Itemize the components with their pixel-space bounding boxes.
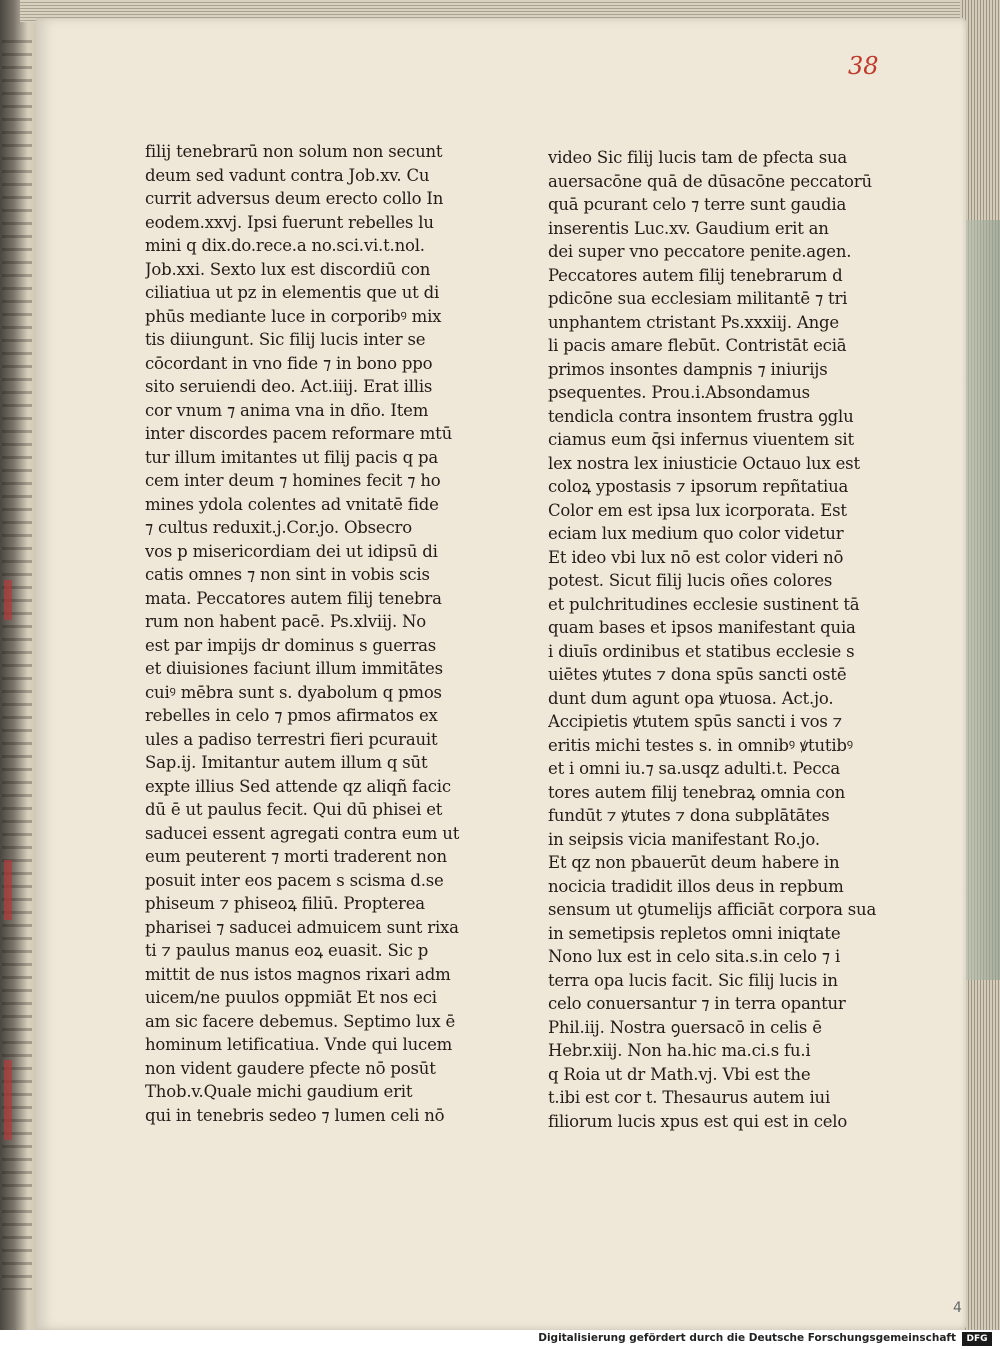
text-line: saducei essent agregati contra eum ut <box>145 823 460 843</box>
text-line: mittit de nus istos magnos rixari adm <box>145 964 451 984</box>
text-line: terra opa lucis facit. Sic filij lucis in <box>548 970 838 990</box>
text-line: expte illius Sed attende qz aliqñ facic <box>145 776 451 796</box>
text-line: et i omni iu.⁊ sa.usqz adulti.t. Pecca <box>548 759 841 778</box>
text-line: ciliatiua ut pz in elementis que ut di <box>145 283 440 302</box>
text-line: sensum ut ꝯtumelijs afficiāt corpora sua <box>548 900 877 919</box>
text-line: pharisei ⁊ saducei admuicem sunt rixa <box>145 917 459 937</box>
text-line: Job.xxi. Sexto lux est discordiū con <box>145 259 431 279</box>
text-line: catis omnes ⁊ non sint in vobis scis <box>145 565 430 584</box>
text-line: Color em est ipsa lux icorporata. Est <box>548 500 847 520</box>
text-line: eciam lux medium quo color videtur <box>548 524 844 543</box>
text-line: Peccatores autem filij tenebrarum d <box>548 265 843 285</box>
text-line: uiētes ꝟtutes ⁊ dona spūs sancti ostē <box>548 665 847 684</box>
text-line: video Sic filij lucis tam de pfecta sua <box>548 148 848 167</box>
text-line: auersacōne quā de dūsacōne peccatorū <box>548 171 872 191</box>
text-line: tur illum imitantes ut filij pacis q pa <box>145 447 438 467</box>
text-line: inserentis Luc.xv. Gaudium erit an <box>548 218 829 238</box>
text-line: am sic facere debemus. Septimo lux ē <box>145 1011 456 1031</box>
text-line: et pulchritudines ecclesie sustinent tā <box>548 594 860 614</box>
text-line: ules a padiso terrestri fieri pcurauit <box>145 729 438 749</box>
text-line: ti ⁊ paulus manus eoꝝ euasit. Sic p <box>145 941 429 960</box>
text-line: psequentes. Prou.i.Absondamus <box>548 383 810 402</box>
left-text-column <box>145 140 475 1127</box>
text-line: quam bases et ipsos manifestant quia <box>548 618 856 637</box>
text-line: cuiꝰ mēbra sunt s. dyabolum q pmos <box>145 682 442 702</box>
text-line: Hebr.xiij. Non ha.hic ma.ci.s fu.i <box>548 1041 811 1060</box>
text-line: Et qz non pbauerūt deum habere in <box>548 853 840 872</box>
text-line: dei super vno peccatore penite.agen. <box>548 242 852 261</box>
text-line: qui in tenebris sedeo ⁊ lumen celi nō <box>145 1105 445 1125</box>
text-line: dunt dum agunt opa ꝟtuosa. Act.jo. <box>548 688 834 708</box>
text-line: filij tenebrarū non solum non secunt <box>145 142 443 161</box>
text-line: tendicla contra insontem frustra ꝯglu <box>548 406 854 426</box>
text-line: hominum letificatiua. Vnde qui lucem <box>145 1035 453 1054</box>
text-line: li pacis amare flebūt. Contristāt eciā <box>548 336 847 355</box>
previous-page-rubric-mark <box>4 580 12 620</box>
text-line: sito seruiendi deo. Act.iiij. Erat illis <box>145 377 433 396</box>
text-line: coloꝝ ypostasis ⁊ ipsorum repñtatiua <box>548 477 849 496</box>
text-line: deum sed vadunt contra Job.xv. Cu <box>145 165 430 185</box>
text-line: lex nostra lex iniusticie Octauo lux est <box>548 453 860 473</box>
text-line: vos p misericordiam dei ut idipsū di <box>145 541 438 561</box>
text-line: inter discordes pacem reformare mtū <box>145 424 452 443</box>
text-line: tores autem filij tenebraꝝ omnia con <box>548 782 846 802</box>
text-line: mines ydola colentes ad vnitatē fide <box>145 494 439 514</box>
text-line: Et ideo vbi lux nō est color videri nō <box>548 547 844 567</box>
text-line: ⁊ cultus reduxit.j.Cor.jo. Obsecro <box>145 518 412 537</box>
text-line: phūs mediante luce in corporibꝰ mix <box>145 306 442 326</box>
folio-number: 38 <box>848 52 879 80</box>
text-line: i diuīs ordinibus et statibus ecclesie s <box>548 641 855 661</box>
text-line: uicem/ne puulos oppmiāt Et nos eci <box>145 988 437 1007</box>
text-line: rum non habent pacē. Ps.xlviij. No <box>145 612 427 631</box>
text-line: Nono lux est in celo sita.s.in celo ⁊ i <box>548 947 841 966</box>
text-line: Sap.ij. Imitantur autem illum q sūt <box>145 753 428 772</box>
text-line: cōcordant in vno fide ⁊ in bono ppo <box>145 353 433 373</box>
text-line: primos insontes dampnis ⁊ iniurijs <box>548 359 828 379</box>
footer-credit: Digitalisierung gefördert durch die Deutsche Forschungsgemeinschaft <box>538 1332 956 1344</box>
dfg-logo: DFG <box>962 1332 992 1346</box>
text-line: dū ē ut paulus fecit. Qui dū phisei et <box>145 800 443 819</box>
text-line: posuit inter eos pacem s scisma d.se <box>145 870 444 890</box>
text-line: est par impijs dr dominus s guerras <box>145 635 437 655</box>
text-line: potest. Sicut filij lucis oñes colores <box>548 571 833 590</box>
text-line: mini q dix.do.rece.a no.sci.vi.t.nol. <box>145 236 425 255</box>
text-line: eritis michi testes s. in omnibꝰ ꝟtutibꝰ <box>548 735 853 755</box>
text-line: phiseum ⁊ phiseoꝝ filiū. Propterea <box>145 894 425 913</box>
text-line: ciamus eum q̄si infernus viuentem sit <box>548 430 854 449</box>
text-line: tis diiungunt. Sic filij lucis inter se <box>145 330 426 349</box>
text-line: rebelles in celo ⁊ pmos afirmatos ex <box>145 706 438 725</box>
previous-page-rubric-mark <box>4 1060 12 1140</box>
right-text-column <box>548 146 878 1133</box>
text-line: q Roia ut dr Math.vj. Vbi est the <box>548 1064 811 1084</box>
text-line: Thob.v.Quale michi gaudium erit <box>145 1082 413 1101</box>
text-line: mata. Peccatores autem filij tenebra <box>145 588 442 608</box>
green-edge-stain <box>964 220 1000 980</box>
text-line: eodem.xxvj. Ipsi fuerunt rebelles lu <box>145 212 434 232</box>
text-line: et diuisiones faciunt illum immitātes <box>145 659 443 678</box>
text-line: unphantem ctristant Ps.xxxiij. Ange <box>548 312 839 332</box>
text-line: celo conuersantur ⁊ in terra opantur <box>548 994 846 1013</box>
text-line: eum peuterent ⁊ morti traderent non <box>145 847 447 866</box>
text-line: pdicōne sua ecclesiam militantē ⁊ tri <box>548 289 848 308</box>
text-line: quā pcurant celo ⁊ terre sunt gaudia <box>548 195 847 214</box>
text-line: fundūt ⁊ ꝟtutes ⁊ dona subplātātes <box>548 806 830 825</box>
text-line: Phil.iij. Nostra ꝯuersacō in celis ē <box>548 1017 822 1037</box>
text-line: non vident gaudere pfecte nō posūt <box>145 1058 436 1078</box>
text-line: currit adversus deum erecto collo In <box>145 189 444 208</box>
previous-page-rubric-mark <box>4 860 12 920</box>
digitization-footer <box>0 1330 1000 1349</box>
text-line: nocicia tradidit illos deus in repbum <box>548 876 844 896</box>
text-line: Accipietis ꝟtutem spūs sancti i vos ⁊ <box>548 712 842 731</box>
text-line: filiorum lucis xpus est qui est in celo <box>548 1111 848 1131</box>
pencil-mark: 4 <box>953 1300 962 1316</box>
text-line: in seipsis vicia manifestant Ro.jo. <box>548 829 820 849</box>
binding-edge <box>0 0 40 1349</box>
text-line: cem inter deum ⁊ homines fecit ⁊ ho <box>145 471 441 490</box>
text-line: in semetipsis repletos omni iniqtate <box>548 923 841 943</box>
text-line: t.ibi est cor t. Thesaurus autem iui <box>548 1088 831 1107</box>
text-line: cor vnum ⁊ anima vna in dño. Item <box>145 400 429 420</box>
